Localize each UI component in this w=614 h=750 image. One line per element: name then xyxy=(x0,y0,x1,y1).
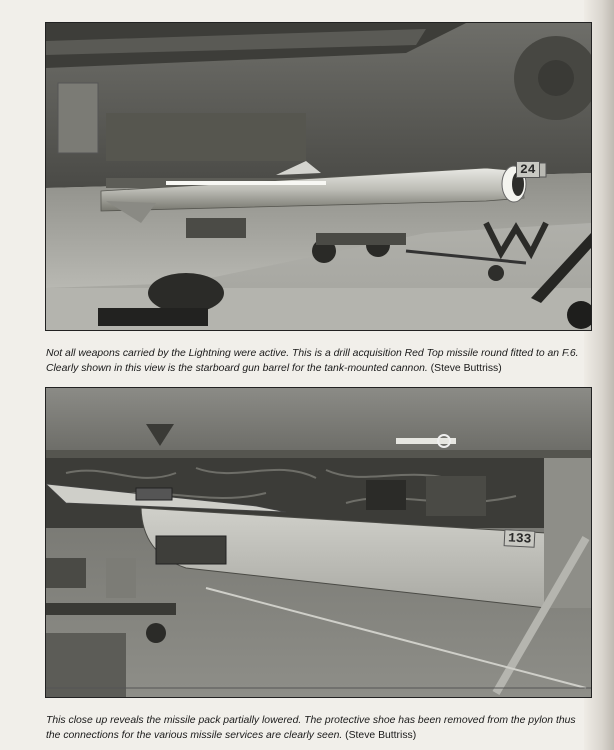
caption-1-line-1: Not all weapons carried by the Lightning were active. This is a drill acquisition Red Top missile round fitted to an F.6. xyxy=(46,348,579,359)
photo-red-top-missile xyxy=(45,22,592,331)
caption-1-line-2-wrap xyxy=(46,362,606,377)
photo-missile-pack xyxy=(45,387,592,698)
caption-2-line-2-wrap xyxy=(46,729,606,744)
photo-1-marking: 24 xyxy=(516,161,540,178)
photo-2-marking: 133 xyxy=(504,529,536,548)
photo-red-top-missile-illustration xyxy=(46,23,591,330)
caption-2 xyxy=(46,714,606,743)
caption-1-line-2: Clearly shown in this view is the starboard gun barrel for the tank-mounted cannon. xyxy=(46,362,428,374)
caption-1-credit: (Steve Buttriss) xyxy=(430,362,502,374)
caption-2-line-2: the connections for the various missile services are clearly seen. xyxy=(46,729,343,741)
caption-1 xyxy=(46,347,606,376)
caption-2-credit: (Steve Buttriss) xyxy=(345,729,417,741)
caption-2-line-1: This close up reveals the missile pack partially lowered. The protective shoe has been removed from the pylon thus xyxy=(46,715,576,726)
